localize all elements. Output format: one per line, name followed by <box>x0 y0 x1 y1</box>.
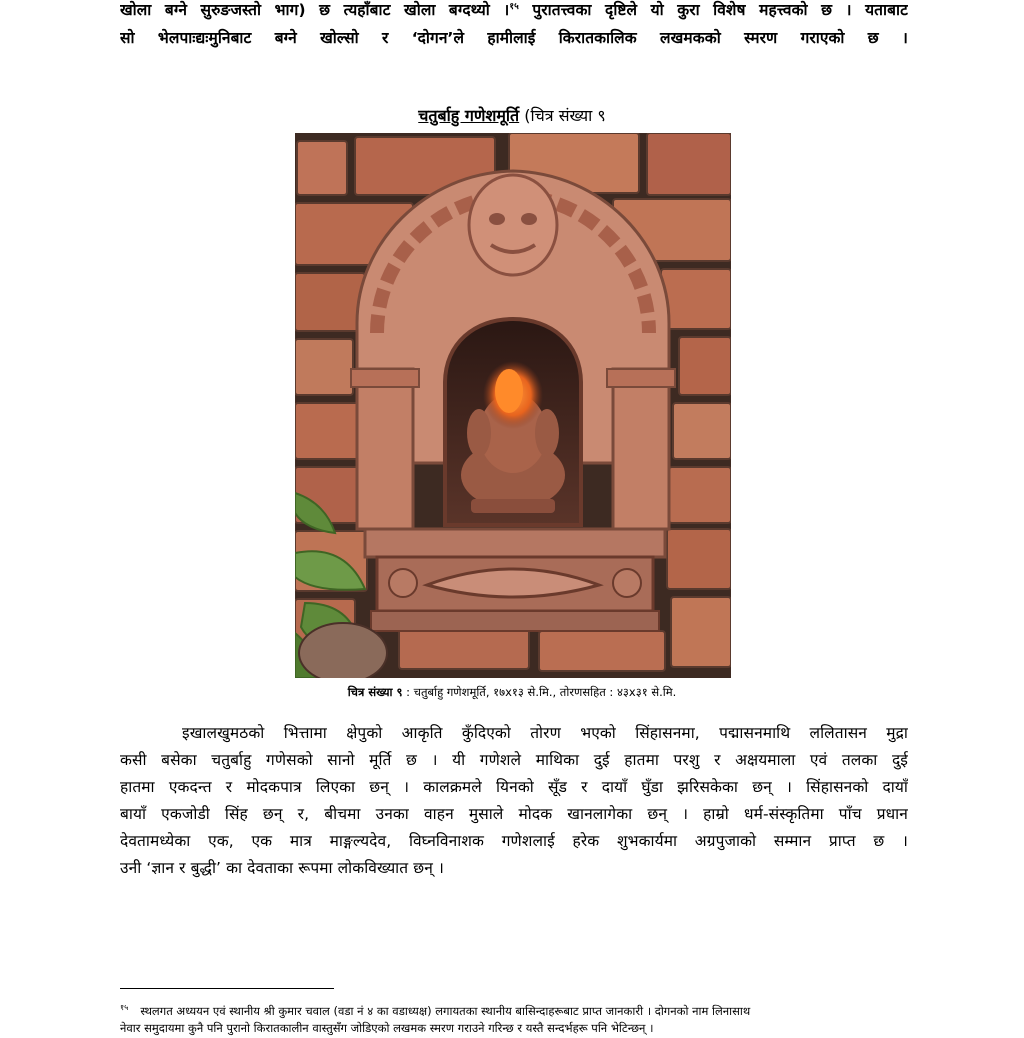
footnote-reference[interactable]: १५ <box>509 1 519 12</box>
body-line: हातमा एकदन्त र मोदकपात्र लिएका छन् । कालक्रमले यिनको सूँड र दायाँ घुँडा झरिसकेका छन् । सिंहासनको दायाँ <box>120 778 908 796</box>
footnote-mark: १५ <box>120 1003 129 1012</box>
right-pillar <box>613 369 669 529</box>
footnote-divider <box>120 988 334 989</box>
caption-text: : चतुर्बाहु गणेशमूर्ति, १७x१३ से.मि., तोरणसहित : ४३x३१ से.मि. <box>402 685 677 699</box>
top-paragraph <box>120 0 908 52</box>
footnote-continuation: नेवार समुदायमा कुनै पनि पुरानो किरातकालीन वास्तुसँग जोडिएको लखमक स्मरण गराउने गरिन्छ र यस्तै सन्दर्भहरू पनि भेटिन्छन् । <box>120 1021 654 1035</box>
pedestal-footing <box>371 611 659 631</box>
top-paragraph-line-1: खोला बग्ने सुरुङजस्तो भाग) छ त्यहाँबाट खोला बग्दथ्यो ।$^{१५}$ पुरातत्त्वका दृष्टिले यो कुरा विशेष महत्त्वको छ । यताबाट <box>120 1 908 19</box>
pedestal-top <box>365 529 665 557</box>
caption-label: चित्र संख्या ९ <box>347 685 403 699</box>
figure-heading-title: चतुर्बाहु गणेशमूर्ति <box>418 106 520 125</box>
ganesh-idol-photo <box>295 133 731 678</box>
figure-heading-number: (चित्र संख्या ९ <box>519 106 606 125</box>
plant-pot <box>299 623 387 678</box>
body-line: इखालखुमठको भित्तामा क्षेपुको आकृति कुँदिएको तोरण भएको सिंहासनमा, पद्मासनमाथि ललितासन मुद्रा <box>182 724 908 742</box>
figure-heading <box>0 104 1024 128</box>
left-pillar <box>357 369 413 529</box>
body-line: देवतामध्येका एक, एक मात्र माङ्गल्यदेव, विघ्नविनाशक गणेशलाई हरेक शुभकार्यमा अग्रपुजाको सम्मान प्राप्त छ । <box>120 832 908 850</box>
body-line: उनी ‘ज्ञान र बुद्धी’ का देवताका रूपमा लोकविख्यात छन् । <box>120 859 444 877</box>
footnote-text: स्थलगत अध्ययन एवं स्थानीय श्री कुमार चवाल (वडा नं ४ का वडाध्यक्ष) लगायतका स्थानीय बासिन्दाहरूबाट प्राप्त जानकारी । दोगनको नाम लिनासाथ <box>140 1003 751 1018</box>
kirtimukha-face <box>469 175 557 275</box>
figure-caption <box>0 683 1024 701</box>
body-paragraph <box>120 720 908 882</box>
top-paragraph-line-2: सो भेलपाःद्यःमुनिबाट बग्ने खोल्सो र ‘दोगन’ले हामीलाई किरातकालिक लखमकको स्मरण गराएको छ । <box>120 29 908 47</box>
body-line: बायाँ एकजोडी सिंह छन् र, बीचमा उनका वाहन मुसाले मोदक खानलागेका छन् । हाम्रो धर्म-संस्कृतिमा पाँच प्रधान <box>120 805 908 823</box>
body-line: कसी बसेका चतुर्बाहु गणेसको सानो मूर्ति छ । यी गणेशले माथिका दुई हातमा परशु र अक्षयमाला एवं तलका दुई <box>120 751 908 769</box>
